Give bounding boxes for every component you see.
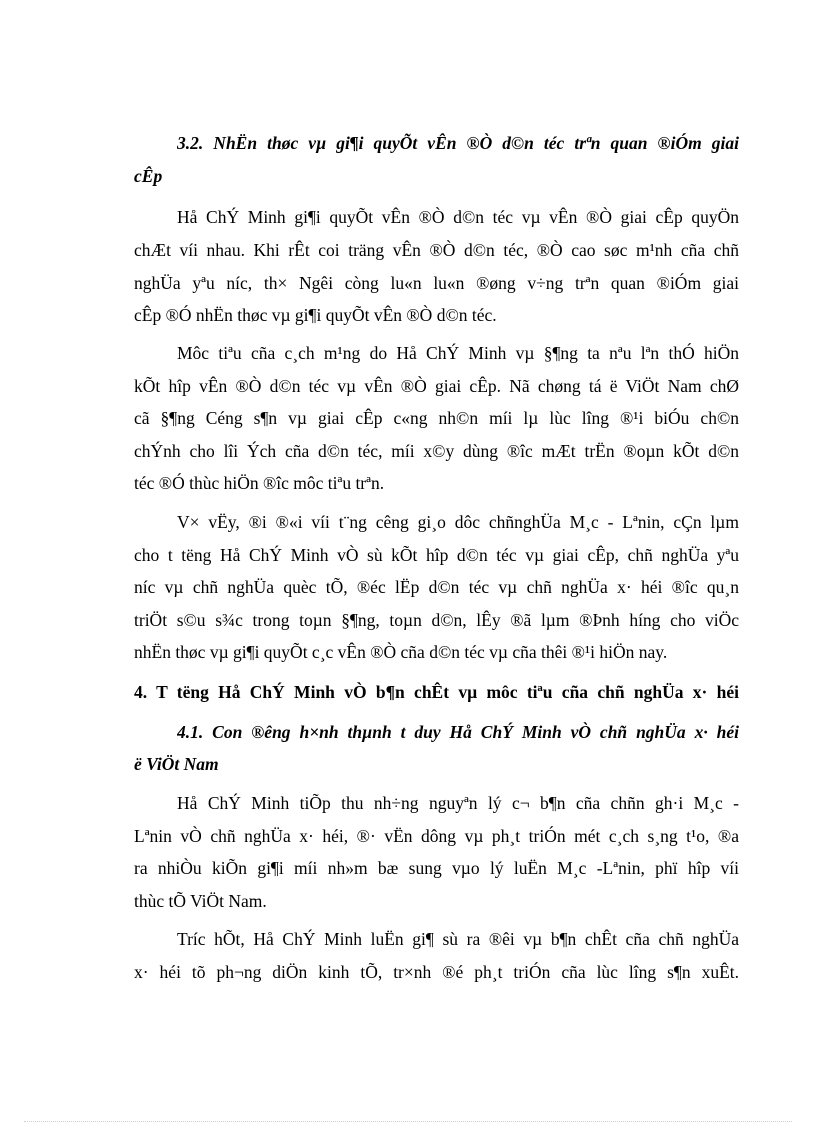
para3-line-5: nhËn thøc vµ gi¶i quyÕt c¸c vÊn ®Ò cña d©n téc vµ cña thêi ®¹i hiÖn nay. <box>134 642 668 662</box>
para3-line-2: cho t tëng Hå ChÝ Minh vÒ sù kÕt hîp d©n téc vµ giai cÊp, chñ nghÜa yªu <box>134 545 739 565</box>
section-3-2-heading-line-1: 3.2. NhËn thøc vµ gi¶i quyÕt vÊn ®Ò d©n téc trªn quan ®iÓm giai <box>177 133 739 153</box>
para5-line-1: Tríc hÕt, Hå ChÝ Minh luËn gi¶ sù ra ®êi vµ b¶n chÊt cña chñ nghÜa <box>177 929 739 949</box>
para3-line-4: triÖt s©u s¾c trong toµn §¶ng, toµn d©n, lÊy ®ã lµm ®Þnh híng cho viÖc <box>134 610 739 630</box>
section-4-1-heading-line-2: ë ViÖt Nam <box>134 754 219 774</box>
para5-line-2: x· héi tõ ph¬ng diÖn kinh tÕ, tr×nh ®é ph¸t triÓn cña lùc lîng s¶n xuÊt. <box>134 962 739 982</box>
para2-line-3: cã §¶ng Céng s¶n vµ giai cÊp c«ng nh©n míi lµ lùc lîng ®¹i biÓu ch©n <box>134 408 739 428</box>
para2-line-1: Môc tiªu cña c¸ch m¹ng do Hå ChÝ Minh vµ §¶ng ta nªu lªn thÓ hiÖn <box>177 343 739 363</box>
para3-line-3: níc vµ chñ nghÜa quèc tÕ, ®éc lËp d©n téc vµ chñ nghÜa x· héi ®îc qu¸n <box>134 577 739 597</box>
para1-line-1: Hå ChÝ Minh gi¶i quyÕt vÊn ®Ò d©n téc vµ vÊn ®Ò giai cÊp quyÖn <box>177 207 739 227</box>
para1-line-2: chÆt víi nhau. Khi rÊt coi träng vÊn ®Ò d©n téc, ®Ò cao søc m¹nh cña chñ <box>134 240 739 260</box>
section-4-heading: 4. T tëng Hå ChÝ Minh vÒ b¶n chÊt vµ môc tiªu cña chñ nghÜa x· héi <box>134 682 739 702</box>
para3-line-1: V× vËy, ®i ®«i víi t¨ng cêng gi¸o dôc chñnghÜa M¸c - Lªnin, cÇn lµm <box>177 512 739 532</box>
para2-line-2: kÕt hîp vÊn ®Ò d©n téc vµ vÊn ®Ò giai cÊp. Nã chøng tá ë ViÖt Nam chØ <box>134 376 739 396</box>
section-4-1-heading-line-1: 4.1. Con ®êng h×nh thµnh t duy Hå ChÝ Minh vÒ chñ nghÜa x· héi <box>177 722 739 742</box>
para4-line-2: Lªnin vÒ chñ nghÜa x· héi, ®· vËn dông vµ ph¸t triÓn mét c¸ch s¸ng t¹o, ®a <box>134 826 739 846</box>
section-3-2-heading-line-2: cÊp <box>134 166 163 186</box>
page-bottom-rule <box>24 1121 792 1122</box>
para1-line-3: nghÜa yªu níc, th× Ngêi còng lu«n lu«n ®øng v÷ng trªn quan ®iÓm giai <box>134 273 739 293</box>
para2-line-4: chÝnh cho lîi Ých cña d©n téc, míi x©y dùng ®îc mÆt trËn ®oµn kÕt d©n <box>134 441 739 461</box>
para4-line-3: ra nhiÒu kiÕn gi¶i míi nh»m bæ sung vµo lý luËn M¸c -Lªnin, phï hîp víi <box>134 858 739 878</box>
para4-line-1: Hå ChÝ Minh tiÕp thu nh÷ng nguyªn lý c¬ b¶n cña chñn gh·i M¸c - <box>177 793 739 813</box>
para1-line-4: cÊp ®Ó nhËn thøc vµ gi¶i quyÕt vÊn ®Ò d©n téc. <box>134 305 497 325</box>
para2-line-5: téc ®Ó thùc hiÖn ®îc môc tiªu trªn. <box>134 473 385 493</box>
para4-line-4: thùc tÕ ViÖt Nam. <box>134 891 267 911</box>
